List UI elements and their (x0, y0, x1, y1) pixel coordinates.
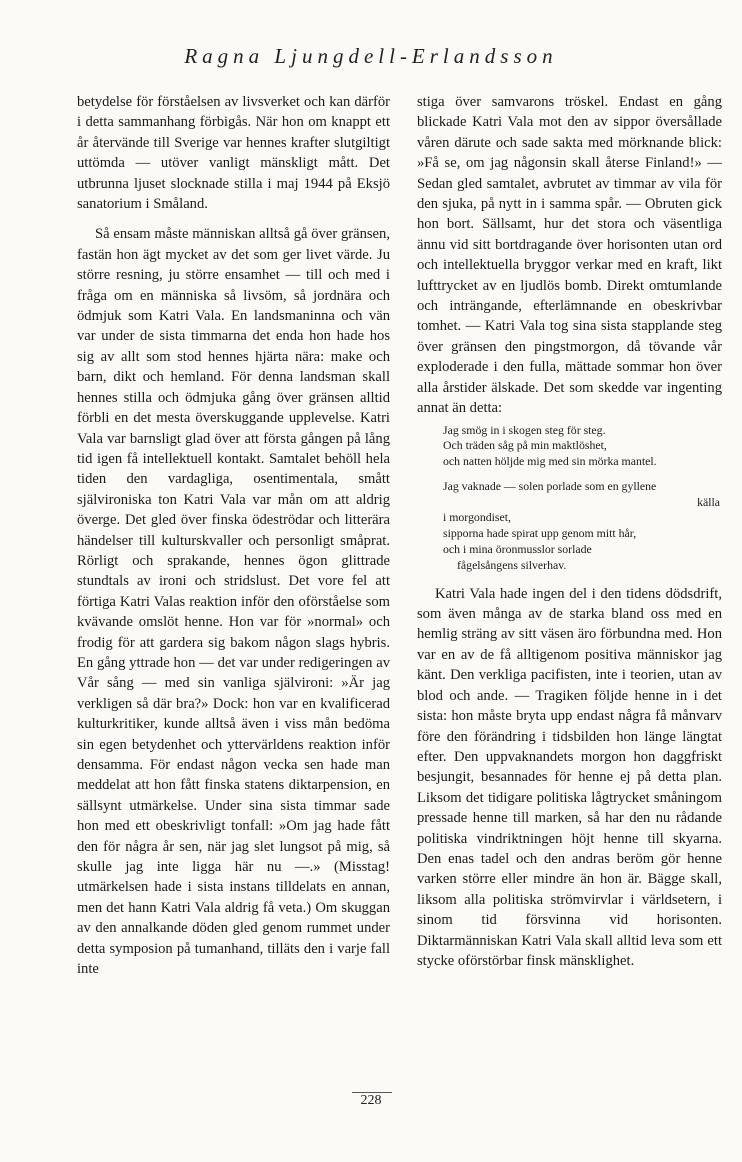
poem-line: Jag smög in i skogen steg för steg. (443, 422, 606, 437)
poem-line: Och träden såg på min maktlöshet, (443, 438, 607, 453)
paragraph: Så ensam måste människan alltså gå över gränsen, fastän hon ägt mycket av det som ger livet värde. Ju större resning, ju större ensamhet — till och med i fråga om en människa så livsöm, så jordnära och ödmjuk som Katri Vala. En landsmaninna och vän var under de sista timmarna det enda hon hade hos sig av allt som stod hennes hjärta nära: make och barn, dikt och hemland. För denna landsman skall hennes stilla och ödmjuka gång över gränsen alltid förbli en det mesta överskuggande upplevelse. Katri Vala var barnsligt glad över att första gången på lång tid igen få intellektuell kontakt. Samtalet behöll hela tiden den vardagliga, osentimentala, smått självironiska ton Katri Vala var mån om att aldrig överge. Det gled över finska ödeströdar och litterära händelser till kulturskvaller och personligt småprat. Rörligt och sprakande, hennes ögon glittrade stundtals av ironi och stridslust. Det vore fel att förtiga Katri Valas reaktion inför den oförståelse som kvävande omslöt henne. Hon var för »normal» och frodig för att gardera sig bakom någon slags hybris. En gång yttrade hon — det var under redigeringen av Vår sång — med sin vanliga självironi: »Är jag verkligen så där bra?» Dock: hon var en kvalificerad kulturkritiker, kunde alltså även i viss mån bedöma sin egen betydenhet och yttervärldens reaktion inför densamma. För endast någon vecka sen hade man meddelat att hon fått finska statens diktarpension, en sällsynt utmärkelse. Under sina sista timmar sade hon med ett obeskrivligt tonfall: »Om jag hade fått den för några år sen, när jag slet lungsot på mig, så skulle jag inte ligga här nu —.» (Misstag! utmärkelsen hade i sista instans tilldelats en annan, men det hann Katri Vala aldrig få veta.) Om skuggan av den annalkande döden gled genom rummet under detta symposion på tumanhand, tilläts den i varje fall inte (77, 226, 390, 978)
poem-line: och natten höljde mig med sin mörka mantel. (443, 454, 657, 469)
poem-line: fågelsångens silverhav. (457, 557, 567, 572)
page-number: 228 (360, 1093, 382, 1108)
poem-line: i morgondiset, (443, 510, 511, 525)
paragraph: Katri Vala hade ingen del i den tidens dödsdrift, som även många av de starka bland oss med en hemlig sträng av sitt väsen äro förbundna med. Hon var en av de få alltigenom positiva människor jag känt. Den verkliga pacifisten, inte i teorien, utan av blod och ande. — Tragiken följde henne in i det sista: hon måste bryta upp endast några få månvarv före den förändring i tidsbilden hon länge längtat efter. Den uppvaknandets morgon hon daggfriskt besjungit, besannades för henne ej på detta plan. Liksom det tidigare politiska lågtrycket småningom pressade henne till marken, så har den nu rådande politiska vindriktningen höjt henne till skyarna. Den enas tadel och den andras beröm gör henne varken större eller mindre än hon är. Bägge skall, liksom alla politiska strömvirvlar i världsetern, i sinom tid försvinna vid horisonten. Diktarmänniskan Katri Vala skall alltid leva som ett stycke oförstörbar finsk mänsklighet. (417, 585, 722, 969)
paragraph: betydelse för förståelsen av livsverket och kan därför i detta sammanhang förbigås. När hon om knappt ett år återvände till Sverige var hennes krafter slutgiltigt uttömda — utöver vanligt mänskligt mått. Det utbrunna ljuset slocknade stilla i maj 1944 på Eksjö sanatorium i Småland. (77, 94, 390, 213)
paragraph: stiga över samvarons tröskel. Endast en gång blickade Katri Vala mot den av sippor översållade våren därute och sade sakta med mörknande blick: »Få se, om jag någonsin skall återse Finland!» — Sedan gled samtalet, avbrutet av timmar av vila för den sjuka, på nytt in i samma spår. — Obruten gick hon bort. Sällsamt, hur det stora och väsentliga ännu vid sitt bortdragande över horisonten utan ord och intellektuella bryggor verkar med en kraft, likt lufttrycket av en ljudlös bomb. Direkt omtumlande och inträngande, efterlämnande en obeskrivbar tomhet. — Katri Vala tog sina sista stapplande steg över gränsen den pingstmorgon, då tövande vår exploderade i den fulla, mättade sommar hon över alla årstider älskade. Det som skedde var ingenting annat än detta: (417, 94, 722, 417)
poem-line-continuation: källa (697, 494, 720, 509)
poem-line: sipporna hade spirat upp genom mitt hår, (443, 526, 637, 541)
poem-line: och i mina öronmusslor sorlade (443, 542, 592, 557)
running-header-author: Ragna Ljungdell-Erlandsson (184, 44, 558, 68)
poem-quote (443, 423, 722, 574)
poem-stanza (443, 479, 722, 574)
left-column (77, 92, 390, 979)
poem-line: Jag vaknade — solen porlade som en gyllene (443, 478, 657, 493)
right-column (417, 92, 722, 971)
poem-stanza (443, 423, 722, 470)
